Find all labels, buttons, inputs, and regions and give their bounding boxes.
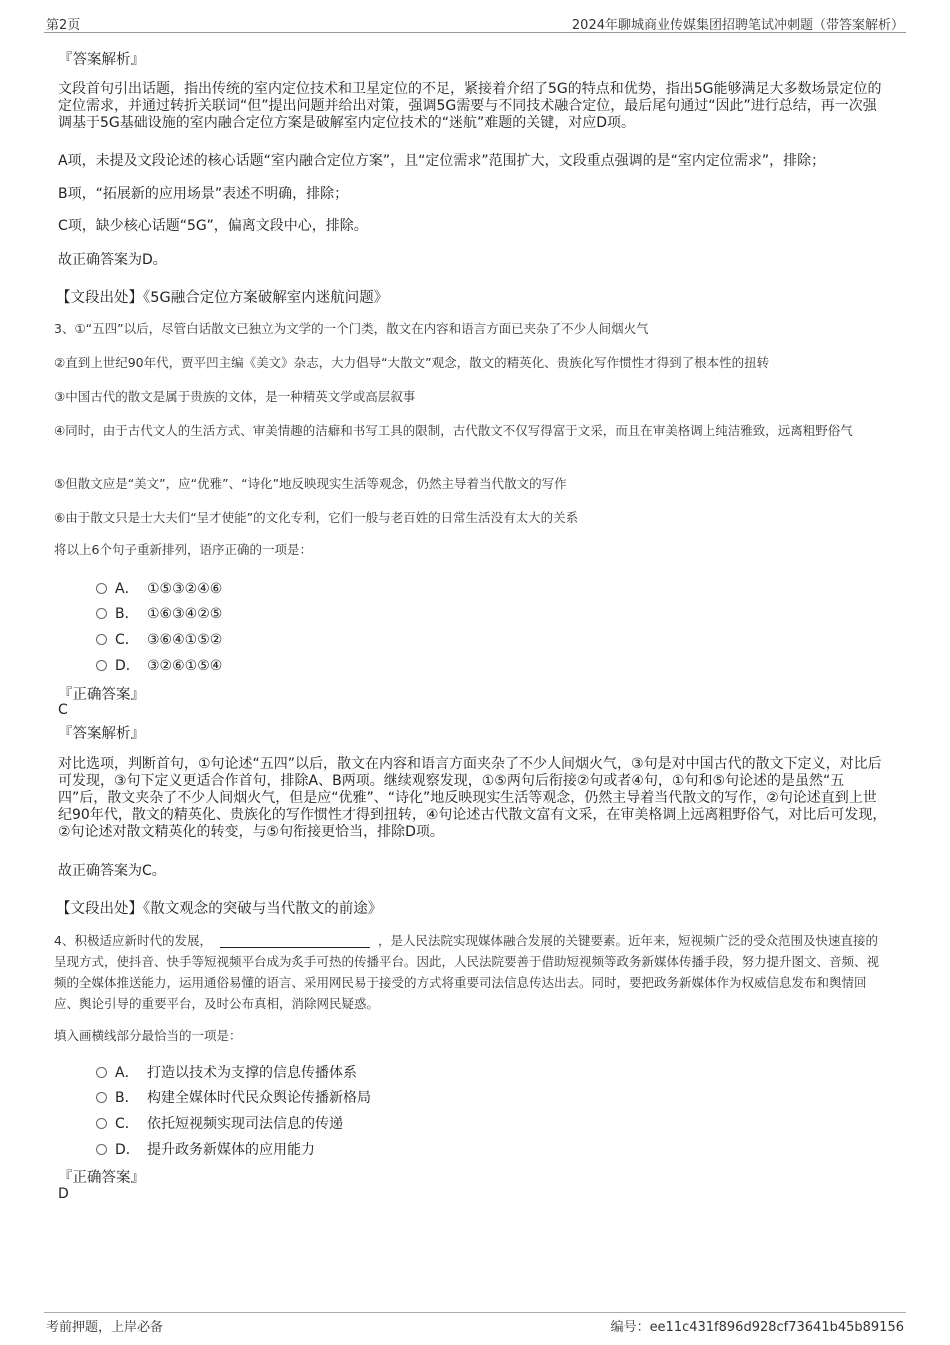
radio-button[interactable] (96, 1092, 107, 1103)
analysis-label: 『答案解析』 (58, 726, 145, 742)
question-prompt: 填入画横线部分最恰当的一项是： (54, 1028, 242, 1043)
analysis-paragraph: 文段首句引出话题，指出传统的室内定位技术和卫星定位的不足，紧接着介绍了5G的特点和优势，指出5G能够满足大多数场景定位的定位需求，并通过转折关联词“但”提出问题并给出对策，强调5G需要与不同技术融合定位，最后尾句通过“因此”进行总结，再一次强调基于5G基础设施的室内融合定位方案是破解室内定位技术的“迷航”难题的关键，对应D项。 (58, 81, 882, 131)
question-sentence: ⑥由于散文只是士大夫们“呈才使能”的文化专利，它们一般与老百姓的日常生活没有太大的关系 (54, 510, 579, 525)
question-sentence: ③中国古代的散文是属于贵族的文体，是一种精英文学或高层叙事 (54, 389, 416, 404)
correct-answer: D (58, 1186, 69, 1202)
option-a[interactable]: A． ①⑤③②④⑥ (96, 578, 222, 598)
fill-blank (220, 933, 370, 948)
analysis-conclusion: 故正确答案为C。 (58, 863, 166, 879)
footer-slogan: 考前押题，上岸必备 (46, 1320, 164, 1335)
radio-button[interactable] (96, 608, 107, 619)
answer-label: 『正确答案』 (58, 687, 145, 703)
analysis-conclusion: 故正确答案为D。 (58, 252, 167, 268)
question-stem: 将以上6个句子重新排列，语序正确的一项是： (54, 542, 312, 557)
analysis-paragraph: B项，“拓展新的应用场景”表述不明确，排除； (58, 186, 349, 202)
document-title: 2024年聊城商业传媒集团招聘笔试冲刺题（带答案解析） (571, 18, 904, 33)
source-citation: 【文段出处】《散文观念的突破与当代散文的前途》 (56, 901, 383, 917)
question-stem: 4、积极适应新时代的发展， ，是人民法院实现媒体融合发展的关键要素。近年来，短视频广泛的受众范围及快速直接的呈现方式，使抖音、快手等短视频平台成为炙手可热的传播平台。因此，人民法院要善于借助短视频等政务新媒体传播手段，努力提升图文、音频、视频的全媒体推送能力，运用通俗易懂的语言、采用网民易于接受的方式将重要司法信息传达出去。同时，要把政务新媒体作为权威信息发布和舆情回应、舆论引导的重要平台，及时公布真相，消除网民疑惑。 (54, 933, 880, 1011)
page-number: 第2页 (46, 18, 81, 33)
option-c[interactable]: C． ③⑥④①⑤② (96, 629, 222, 649)
page-footer (44, 1312, 906, 1334)
analysis-paragraph: 对比选项，判断首句，①句论述“五四”以后，散文在内容和语言方面夹杂了不少人间烟火气，③句是对中国古代的散文下定义，对比后可发现，③句下定义更适合作首句，排除A、B两项。继续观察发现，①⑤两句后衔接②句或者④句，①句和⑤句论述的是虽然“五四”后，散文夹杂了不少人间烟火气，但是应“优雅”、“诗化”地反映现实生活等观念，仍然主导着当代散文的写作，②句论述直到上世纪90年代，散文的精英化、贵族化的写作惯性才得到扭转，④句论述古代散文富有文采，在审美格调上远离粗野俗气，对比后可发现，②句论述对散文精英化的转变，与⑤句衔接更恰当，排除D项。 (58, 756, 887, 840)
option-d[interactable]: D． 提升政务新媒体的应用能力 (96, 1139, 315, 1159)
answer-label: 『正确答案』 (58, 1170, 145, 1186)
radio-button[interactable] (96, 1118, 107, 1129)
option-a[interactable]: A． 打造以技术为支撑的信息传播体系 (96, 1062, 357, 1082)
option-b[interactable]: B． ①⑥③④②⑤ (96, 603, 222, 623)
question-sentence: ⑤但散文应是“美文”，应“优雅”、“诗化”地反映现实生活等观念，仍然主导着当代散文的写作 (54, 476, 567, 491)
question-sentence: ②直到上世纪90年代，贾平凹主编《美文》杂志，大力倡导“大散文”观念，散文的精英化、贵族化写作惯性才得到了根本性的扭转 (54, 355, 770, 370)
analysis-label: 『答案解析』 (58, 52, 145, 68)
page-header (44, 14, 906, 33)
option-d[interactable]: D． ③②⑥①⑤④ (96, 655, 222, 675)
radio-button[interactable] (96, 1067, 107, 1078)
radio-button[interactable] (96, 660, 107, 671)
analysis-paragraph: A项，未提及文段论述的核心话题“室内融合定位方案”，且“定位需求”范围扩大，文段重点强调的是“室内定位需求”，排除； (58, 153, 826, 169)
radio-button[interactable] (96, 583, 107, 594)
option-b[interactable]: B． 构建全媒体时代民众舆论传播新格局 (96, 1087, 371, 1107)
question-sentence: ④同时，由于古代文人的生活方式、审美情趣的洁癖和书写工具的限制，古代散文不仅写得富于文采，而且在审美格调上纯洁雅致，远离粗野俗气 (54, 423, 853, 438)
document-id: 编号：ee11c431f896d928cf73641b45b89156 (610, 1320, 904, 1335)
option-c[interactable]: C． 依托短视频实现司法信息的传递 (96, 1113, 343, 1133)
question-sentence: 3、①“五四”以后，尽管白话散文已独立为文学的一个门类，散文在内容和语言方面已夹杂了不少人间烟火气 (54, 321, 649, 336)
radio-button[interactable] (96, 634, 107, 645)
correct-answer: C (58, 702, 68, 718)
analysis-paragraph: C项，缺少核心话题“5G”，偏离文段中心，排除。 (58, 218, 368, 234)
radio-button[interactable] (96, 1144, 107, 1155)
source-citation: 【文段出处】《5G融合定位方案破解室内迷航问题》 (56, 290, 389, 306)
